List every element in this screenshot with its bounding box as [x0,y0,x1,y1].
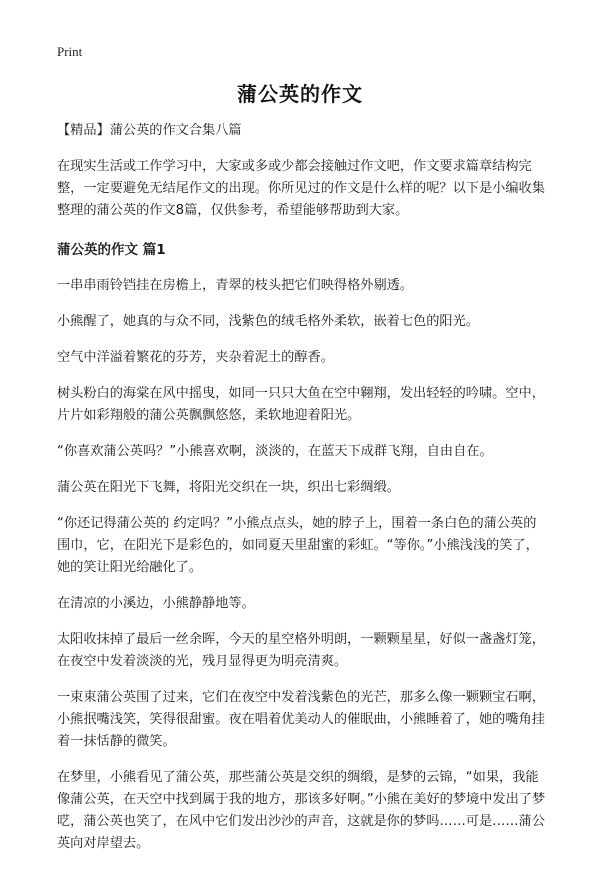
body-paragraph: “你还记得蒲公英的 约定吗？”小熊点点头，她的脖子上，围着一条白色的蒲公英的围巾，它，在阳光下是彩色的，如同夏天里甜蜜的彩虹。“等你。”小熊浅浅的笑了，她的笑让阳光给融化了。 [57,516,539,575]
body-paragraph: 树头粉白的海棠在风中摇曳，如同一只只大鱼在空中翱翔，发出轻轻的吟啸。空中，片片如彩翔般的蒲公英飘飘悠悠，柔软地迎着阳光。 [57,386,545,423]
document-body [57,120,549,869]
intro-paragraph: 在现实生活或工作学习中，大家或多或少都会接触过作文吧，作文要求篇章结构完整，一定要避免无结尾作文的出现。你所见过的作文是什么样的呢？以下是小编收集整理的蒲公英的作文8篇，仅供参考，希望能够帮助到大家。 [57,159,545,218]
body-paragraph: 一束束蒲公英围了过来，它们在夜空中发着浅紫色的光芒，那多么像一颗颗宝石啊，小熊抿嘴浅笑，笑得很甜蜜。夜在唱着优美动人的催眠曲，小熊睡着了，她的嘴角挂着一抹恬静的微笑。 [57,690,545,749]
body-paragraph: 空气中洋溢着繁花的芬芳，夹杂着泥土的醇香。 [57,350,334,365]
section-heading: 蒲公英的作文 篇1 [57,242,166,258]
body-paragraph: 在清凉的小溪边，小熊静静地等。 [57,596,255,611]
document-subtitle: 【精品】蒲公英的作文合集八篇 [57,123,242,138]
body-paragraph: 一串串雨铃铛挂在房檐上，青翠的枝头把它们映得格外剔透。 [57,278,414,293]
body-paragraph: 太阳收抹掉了最后一丝余晖，今天的星空格外明朗，一颗颗星星，好似一盏盏灯笼，在夜空中发着淡淡的光，残月显得更为明亮清爽。 [57,632,545,669]
body-paragraph: 蒲公英在阳光下飞舞，将阳光交织在一块，织出七彩绸缎。 [57,480,400,495]
document-title: 蒲公英的作文 [237,82,363,106]
body-paragraph: 小熊醒了，她真的与众不同，浅紫色的绒毛格外柔软，嵌着七色的阳光。 [57,314,479,329]
body-paragraph: 在梦里，小熊看见了蒲公英，那些蒲公英是交织的绸缎，是梦的云锦，“如果，我能像蒲公英，在天空中找到属于我的地方，那该多好啊。”小熊在美好的梦境中发出了梦呓，蒲公英也笑了，在风中它们发出沙沙的声音，这就是你的梦吗……可是……蒲公英向对岸望去。 [57,770,546,851]
body-paragraph: “你喜欢蒲公英吗？”小熊喜欢啊，淡淡的，在蓝天下成群飞翔，自由自在。 [57,444,493,459]
print-label: Print [57,44,83,59]
